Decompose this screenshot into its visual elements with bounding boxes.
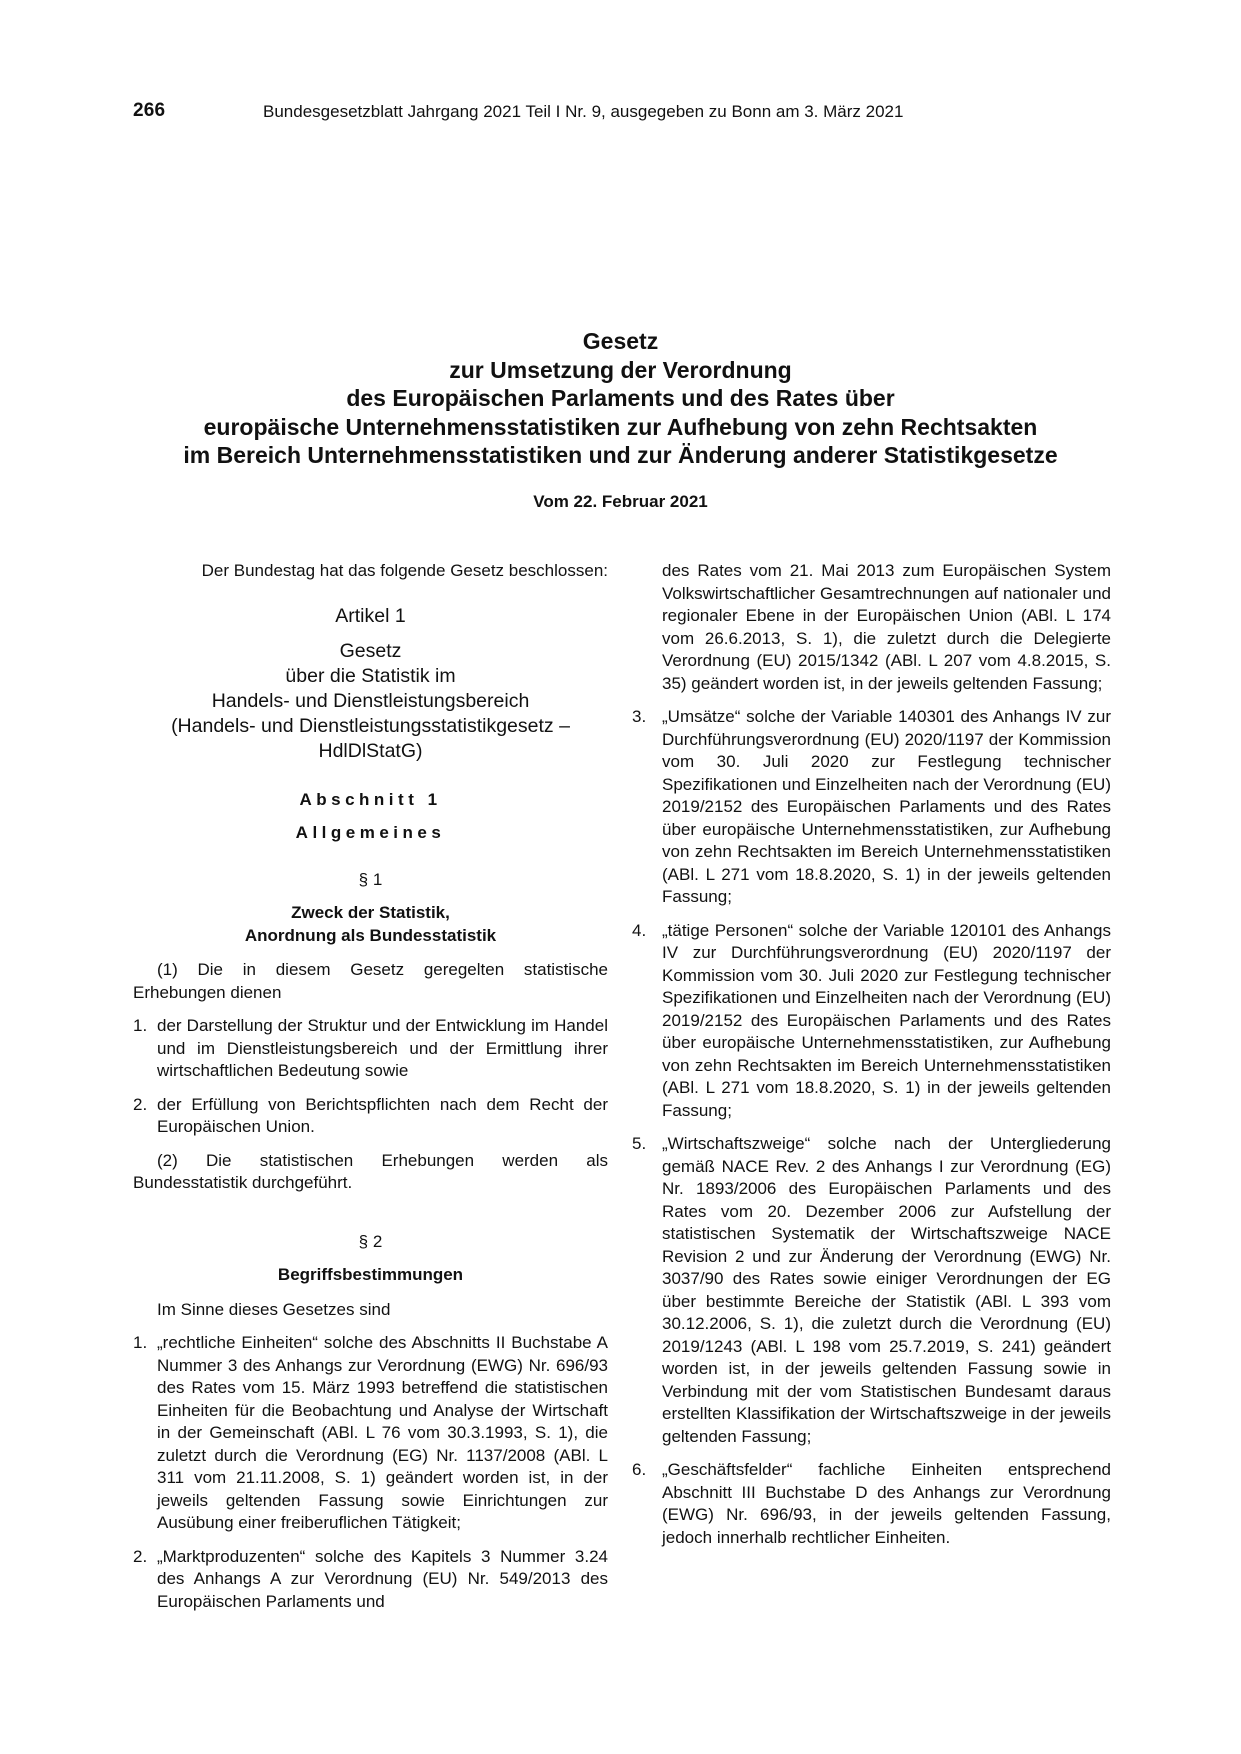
- list-number: 6.: [632, 1460, 647, 1479]
- list-number: 4.: [632, 920, 647, 940]
- title-line: Gesetz: [582, 328, 659, 354]
- list-item-continuation: [636, 560, 1111, 695]
- definitions-list-continued: [632, 560, 1111, 1549]
- list-item: [133, 1094, 608, 1139]
- list-item: [133, 1546, 608, 1614]
- paragraph-heading: [133, 902, 608, 947]
- page-number: 266: [133, 100, 166, 121]
- list-number: 1.: [133, 1016, 148, 1035]
- title-line: des Europäischen Parlaments und des Rates über: [346, 385, 895, 411]
- list-text: der Darstellung der Struktur und der Entwicklung im Handel und im Dienstleistungsbereich und der Ermittlung ihrer wirtschaftlichen Bedeutung sowie: [157, 1016, 608, 1080]
- artikel-title-line: (Handels- und Dienstleistungsstatistikgesetz –: [171, 714, 570, 737]
- artikel-heading: Artikel 1: [335, 604, 406, 627]
- law-title: [60, 327, 1181, 470]
- list-number: 3.: [632, 707, 647, 726]
- list-item: [632, 1459, 1111, 1549]
- paragraph-mark: § 2: [358, 1231, 383, 1251]
- right-column: [632, 560, 1111, 1549]
- list-text: „Marktproduzenten“ solche des Kapitels 3 Nummer 3.24 des Anhangs A zur Verordnung (EU) Nr. 549/2013 des Europäischen Parlaments und: [157, 1546, 608, 1611]
- list-text: der Erfüllung von Berichtspflichten nach dem Recht der Europäischen Union.: [157, 1094, 608, 1136]
- absatz-2: (2) Die statistischen Erhebungen werden als Bundesstatistik durchgeführt.: [133, 1150, 608, 1192]
- list-number: 2.: [133, 1094, 148, 1114]
- list-number: 5.: [632, 1134, 647, 1153]
- definitions-intro: Im Sinne dieses Gesetzes sind: [157, 1299, 391, 1319]
- definitions-list: [133, 1332, 608, 1613]
- abschnitt-heading: Abschnitt 1: [299, 789, 442, 809]
- title-line: zur Umsetzung der Verordnung: [449, 356, 792, 383]
- law-date: Vom 22. Februar 2021: [533, 492, 708, 511]
- list-number: 2.: [133, 1546, 148, 1566]
- paragraph-heading-line: Anordnung als Bundesstatistik: [244, 925, 497, 945]
- artikel-title-line: über die Statistik im: [285, 664, 456, 687]
- artikel-title-line: Handels- und Dienstleistungsbereich: [211, 689, 530, 712]
- title-line: europäische Unternehmensstatistiken zur Aufhebung von zehn Rechtsakten: [203, 413, 1038, 440]
- title-line: im Bereich Unternehmensstatistiken und zur Änderung anderer Statistikgesetze: [183, 442, 1058, 468]
- list-text: „tätige Personen“ solche der Variable 120101 des Anhangs IV zur Durchführungsverordnung (EU) 2020/1197 der Kommission vom 30. Juli 2020 zur Festlegung technischer Spezifikationen und Einzelheiten nach der Verordnung (EU) 2019/2152 des Europäischen Parlaments und des Rates über europäische Unternehmensstatistiken, zur Aufhebung von zehn Rechtsakten im Bereich Unternehmensstatistiken (ABl. L 271 vom 18.8.2020, S. 1) in der jeweils geltenden Fassung;: [662, 920, 1111, 1120]
- absatz-1: (1) Die in diesem Gesetz geregelten statistische Erhebungen dienen: [133, 960, 608, 1002]
- abschnitt-name: Allgemeines: [295, 823, 446, 842]
- list-item: [632, 706, 1111, 909]
- purpose-list: [133, 1015, 608, 1139]
- list-text: „Umsätze“ solche der Variable 140301 des Anhangs IV zur Durchführungsverordnung (EU) 2020/1197 der Kommission vom 30. Juli 2020 zur Festlegung technischer Spezifikationen und Einzelheiten nach der Verordnung (EU) 2019/2152 des Europäischen Parlaments und des Rates über europäische Unternehmensstatistiken, zur Aufhebung von zehn Rechtsakten im Bereich Unternehmensstatistiken (ABl. L 271 vom 18.8.2020, S. 1) in der jeweils geltenden Fassung;: [662, 707, 1111, 906]
- paragraph-heading-line: Zweck der Statistik,: [291, 903, 450, 922]
- paragraph-mark: § 1: [358, 869, 383, 889]
- artikel-title-line: HdlDlStatG): [318, 739, 423, 762]
- left-column: [133, 560, 608, 1613]
- list-text: „rechtliche Einheiten“ solche des Abschnitts II Buchstabe A Nummer 3 des Anhangs zur Verordnung (EWG) Nr. 696/93 des Rates vom 15. März 1993 betreffend die statistischen Einheiten für die Beobachtung und Analyse der Wirtschaft in der Gemeinschaft (ABl. L 76 vom 30.3.1993, S. 1), die zuletzt durch die Verordnung (EG) Nr. 1137/2008 (ABl. L 311 vom 21.11.2008, S. 1) geändert worden ist, in der jeweils geltenden Fassung sowie Einrichtungen zur Ausübung einer freiberuflichen Tätigkeit;: [157, 1333, 608, 1532]
- list-number: 1.: [133, 1333, 148, 1352]
- list-text: des Rates vom 21. Mai 2013 zum Europäischen System Volkswirtschaftlicher Gesamtrechnungen auf nationaler und regionaler Ebene in der Europäischen Union (ABl. L 174 vom 26.6.2013, S. 1), die zuletzt durch die Delegierte Verordnung (EU) 2015/1342 (ABl. L 207 vom 4.8.2015, S. 35) geändert worden ist, in der jeweils geltenden Fassung;: [662, 561, 1111, 693]
- list-text: „Wirtschaftszweige“ solche nach der Untergliederung gemäß NACE Rev. 2 des Anhangs I zur Verordnung (EG) Nr. 1893/2006 des Europäischen Parlaments und des Rates vom 20. Dezember 2006 zur Aufstellung der statistischen Systematik der Wirtschaftszweige NACE Revision 2 und zur Änderung der Verordnung (EWG) Nr. 3037/90 des Rates sowie einiger Verordnungen der EG über bestimmte Bereiche der Statistik (ABl. L 393 vom 30.12.2006, S. 1), die zuletzt durch die Verordnung (EU) 2019/1243 (ABl. L 198 vom 25.7.2019, S. 241) geändert worden ist, in der jeweils geltenden Fassung sowie in Verbindung mit der vom Statistischen Bundesamt daraus erstellten Klassifikation der Wirtschaftszweige in der jeweils geltenden Fassung;: [662, 1134, 1111, 1446]
- enactment-clause: Der Bundestag hat das folgende Gesetz beschlossen:: [201, 561, 608, 580]
- list-item: [133, 1332, 608, 1535]
- list-item: [632, 1133, 1111, 1448]
- list-text: „Geschäftsfelder“ fachliche Einheiten entsprechend Abschnitt III Buchstabe D des Anhangs zur Verordnung (EWG) Nr. 696/93, in der jeweils geltenden Fassung, jedoch innerhalb rechtlicher Einheiten.: [662, 1460, 1111, 1547]
- artikel-title: [133, 639, 608, 764]
- list-item: [632, 920, 1111, 1123]
- list-item: [133, 1015, 608, 1083]
- running-header: Bundesgesetzblatt Jahrgang 2021 Teil I Nr. 9, ausgegeben zu Bonn am 3. März 2021: [263, 102, 904, 121]
- artikel-title-line: Gesetz: [339, 639, 402, 662]
- paragraph-heading: Begriffsbestimmungen: [277, 1265, 464, 1284]
